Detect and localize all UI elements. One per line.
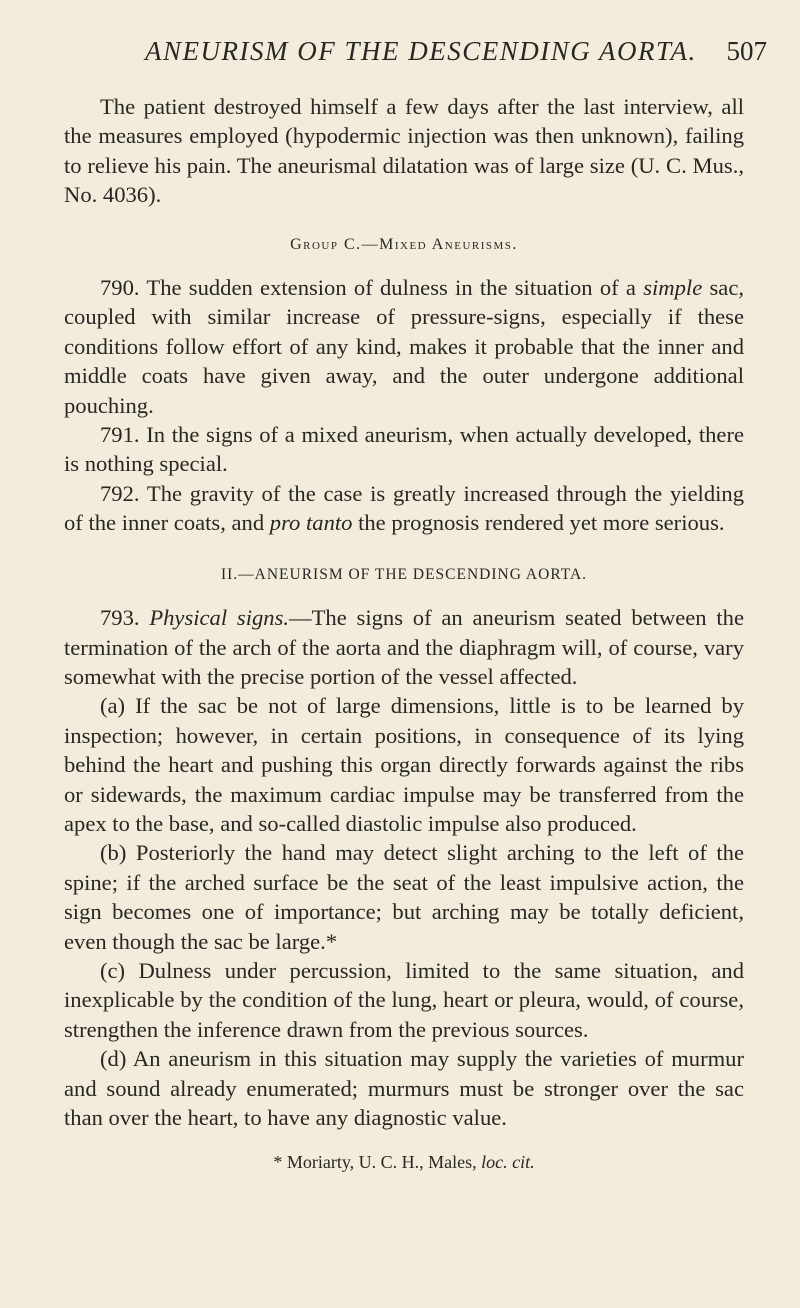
page-header	[0, 36, 800, 72]
p790-italic: simple	[643, 275, 703, 301]
p791-text: 791. In the signs of a mixed aneurism, when actually developed, there is nothing special.	[64, 422, 744, 477]
paragraph-b	[64, 838, 744, 956]
p792-text-a: 792. The gravity of the case is greatly increased through the yielding of the inner coats, and	[64, 480, 744, 536]
section-heading: II.—ANEURISM OF THE DESCENDING AORTA.	[220, 565, 588, 583]
paragraph-patient	[64, 92, 744, 210]
p790-text-b: sac, coupled with similar increase of pressure-signs, especially if these conditions follow effort of any kind, makes it probable that the inner and middle coats have given away, and the outer undergone additional pouching.	[64, 275, 744, 418]
pc-label: (c)	[100, 957, 126, 983]
paragraph-792	[64, 479, 744, 538]
p792-text-b: the prognosis rendered yet more serious.	[352, 510, 725, 536]
page-number: 507	[726, 36, 767, 66]
footnote	[64, 1148, 744, 1177]
body-text	[64, 92, 744, 1178]
paragraph-c	[64, 956, 744, 1044]
pd-text: An aneurism in this situation may supply the varieties of murmur and sound already enumerated; murmurs must be stronger over the sac than over the heart, to have any diagnostic value.	[64, 1046, 744, 1130]
paragraph-790	[64, 273, 744, 420]
pd-label: (d)	[100, 1046, 127, 1072]
running-title: ANEURISM OF THE DESCENDING AORTA.	[145, 36, 697, 66]
paragraph-a	[64, 691, 744, 838]
group-heading: Group C.—Mixed Aneurisms.	[290, 235, 518, 253]
paragraph-791	[64, 420, 744, 479]
p793-italic: Physical signs.	[149, 605, 290, 631]
paragraph-patient-text: The patient destroyed himself a few days after the last interview, all the measures employed (hypodermic injection was then unknown), failing to relieve his pain. The aneurismal dilatation was of large size (U. C. Mus., No. 4036).	[64, 94, 744, 208]
p793-text-a: 793.	[100, 605, 150, 631]
footnote-text: * Moriarty, U. C. H., Males,	[273, 1152, 482, 1173]
p790-text-a: 790. The sudden extension of dulness in the situation of a	[100, 275, 644, 301]
paragraph-793	[64, 603, 744, 691]
pb-label: (b)	[100, 840, 127, 866]
paragraph-d	[64, 1044, 744, 1132]
pb-text: Posteriorly the hand may detect slight arching to the left of the spine; if the arched surface be the seat of the least impulsive action, the sign becomes one of importance; but arching may be totally deficient, even though the sac be large.*	[64, 840, 744, 954]
pa-label: (a)	[100, 693, 126, 719]
p792-italic: pro tanto	[269, 510, 353, 536]
pa-text: If the sac be not of large dimensions, little is to be learned by inspection; however, in certain positions, in consequence of its lying behind the heart and pushing this organ directly forwards against the ribs or sidewards, the maximum cardiac impulse may be transferred from the apex to the base, and so-called diastolic impulse also produced.	[64, 693, 744, 836]
pc-text: Dulness under percussion, limited to the same situation, and inexplicable by the condition of the lung, heart or pleura, would, of course, strengthen the inference drawn from the previous sources.	[64, 957, 744, 1042]
p793-text-b: —The signs of an aneurism seated between the termination of the arch of the aorta and the diaphragm will, of course, vary somewhat with the precise portion of the vessel affected.	[64, 605, 744, 689]
footnote-italic: loc. cit.	[481, 1152, 535, 1173]
